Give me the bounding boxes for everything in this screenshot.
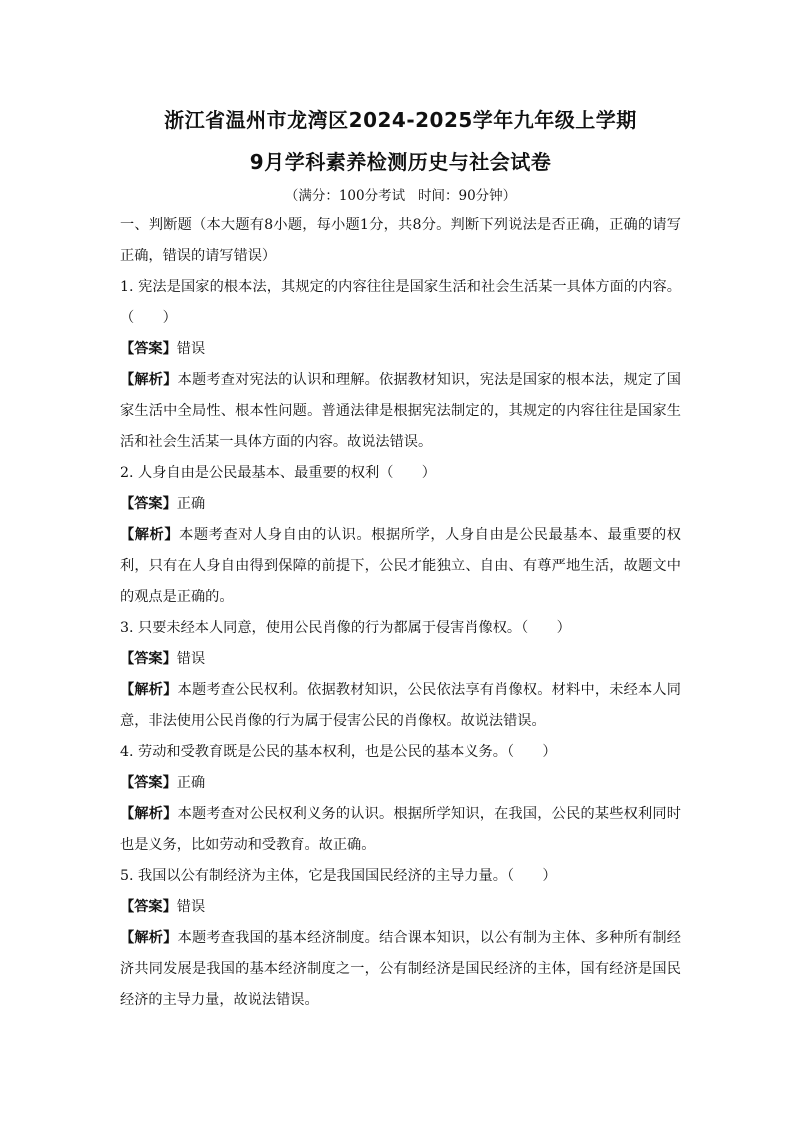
section-instruction: 一、判断题（本大题有8小题，每小题1分，共8分。判断下列说法是否正确，正确的请写正确，错误的请写错误） [120, 217, 681, 264]
analysis-text: 本题考查对人身自由的认识。根据所学，人身自由是公民最基本、最重要的权利，只有在人身自由得到保障的前提下，公民才能独立、自由、有尊严地生活，故题文中的观点是正确的。 [120, 527, 681, 605]
analysis-line [120, 365, 681, 458]
answer-tag: 【答案】 [120, 899, 177, 915]
exam-time-info: 时间：90分钟） [417, 188, 517, 204]
answer-tag: 【答案】 [120, 341, 177, 357]
document-title-line1: 浙江省温州市龙湾区2024-2025学年九年级上学期 [164, 108, 637, 132]
analysis-line [120, 675, 681, 737]
analysis-line [120, 520, 681, 613]
analysis-text: 本题考查对公民权利义务的认识。根据所学知识，在我国，公民的某些权利同时也是义务，比如劳动和受教育。故正确。 [120, 806, 681, 853]
analysis-tag: 【解析】 [120, 682, 178, 698]
exam-score-info: （满分：100分考试 [284, 188, 406, 204]
answer-line [120, 644, 681, 675]
question-item [120, 737, 681, 861]
question-item [120, 272, 681, 458]
analysis-line [120, 799, 681, 861]
answer-value: 错误 [176, 651, 206, 667]
analysis-tag: 【解析】 [120, 930, 178, 946]
question-stem: 1. 宪法是国家的根本法，其规定的内容往往是国家生活和社会生活某一具体方面的内容。（ ） [120, 279, 681, 326]
question-stem: 4. 劳动和受教育既是公民的基本权利，也是公民的基本义务。（ ） [120, 744, 557, 760]
answer-value: 错误 [176, 341, 206, 357]
answer-tag: 【答案】 [120, 496, 177, 512]
analysis-text: 本题考查公民权利。依据教材知识，公民依法享有肖像权。材料中，未经本人同意，非法使用公民肖像的行为属于侵害公民的肖像权。故说法错误。 [120, 682, 681, 729]
analysis-line [120, 923, 681, 1016]
analysis-tag: 【解析】 [120, 372, 178, 388]
question-item [120, 861, 681, 1016]
answer-line [120, 334, 681, 365]
question-item [120, 613, 681, 737]
analysis-text: 本题考查对宪法的认识和理解。依据教材知识，宪法是国家的根本法，规定了国家生活中全局性、根本性问题。普通法律是根据宪法制定的，其规定的内容往往是国家生活和社会生活某一具体方面的内容。故说法错误。 [120, 372, 681, 450]
question-stem: 5. 我国以公有制经济为主体，它是我国国民经济的主导力量。（ ） [120, 868, 557, 884]
answer-tag: 【答案】 [120, 775, 177, 791]
question-item [120, 458, 681, 613]
exam-meta [120, 186, 681, 206]
answer-tag: 【答案】 [120, 651, 177, 667]
answer-line [120, 892, 681, 923]
answer-line [120, 768, 681, 799]
answer-value: 错误 [176, 899, 206, 915]
document-title-line2: 9月学科素养检测历史与社会试卷 [249, 150, 552, 174]
question-stem: 3. 只要未经本人同意，使用公民肖像的行为都属于侵害肖像权。（ ） [120, 620, 571, 636]
analysis-tag: 【解析】 [120, 527, 180, 543]
analysis-tag: 【解析】 [120, 806, 178, 822]
answer-value: 正确 [176, 775, 206, 791]
answer-line [120, 489, 681, 520]
analysis-text: 本题考查我国的基本经济制度。结合课本知识，以公有制为主体、多种所有制经济共同发展是我国的基本经济制度之一，公有制经济是国民经济的主体，国有经济是国民经济的主导力量，故说法错误。 [120, 930, 681, 1008]
answer-value: 正确 [176, 496, 206, 512]
question-stem: 2. 人身自由是公民最基本、最重要的权利（ ） [120, 465, 436, 481]
